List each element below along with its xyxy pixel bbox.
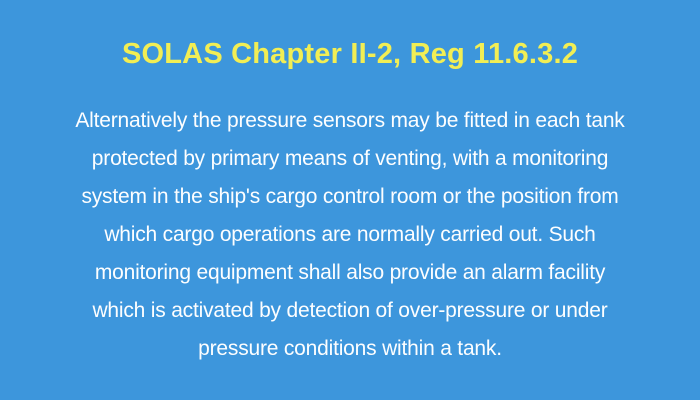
slide-body-paragraph — [26, 102, 674, 368]
body-line: monitoring equipment shall also provide an alarm facility — [94, 261, 606, 284]
body-line: system in the ship's cargo control room or the position from — [81, 185, 619, 208]
body-line: protected by primary means of venting, with a monitoring — [91, 147, 609, 170]
slide-title: SOLAS Chapter II-2, Reg 11.6.3.2 — [121, 38, 579, 70]
body-line: Alternatively the pressure sensors may be fitted in each tank — [75, 109, 625, 132]
body-line: pressure conditions within a tank. — [198, 337, 502, 360]
body-line: which cargo operations are normally carried out. Such — [104, 223, 596, 246]
body-line: which is activated by detection of over-pressure or under — [92, 299, 608, 322]
